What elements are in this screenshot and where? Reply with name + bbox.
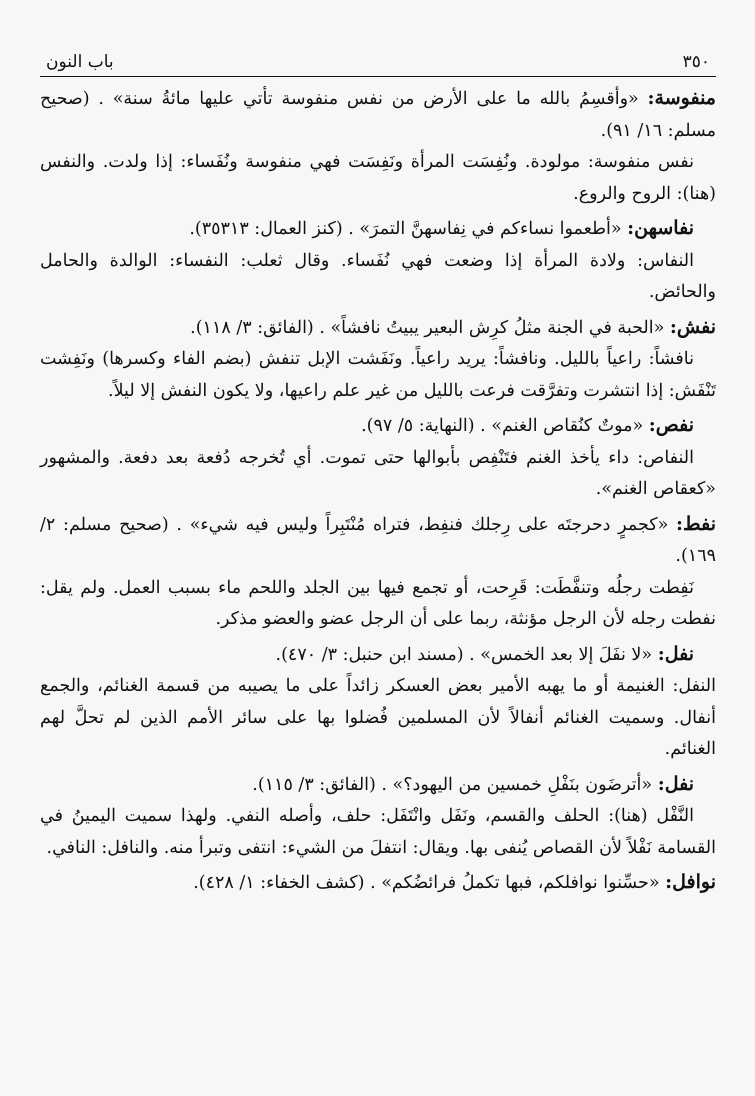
entry-hadith xyxy=(40,867,716,900)
entry-explanation: النفل: الغنيمة أو ما يهبه الأمير بعض العسكر زائداً على ما يصيبه من قسمة الغنائم، والجمع أنفال. وسميت الغنائم أنفالاً لأن المسلمين فُضلوا بها على سائر الأمم الذين لم تحلَّ لهم الغنائم. xyxy=(40,676,716,759)
entry-hadith-text: «وأقسِمُ بالله ما على الأرض من نفس منفوسة تأتي عليها مائةُ سنة» . (صحيح مسلم: ١٦/ ٩١). xyxy=(40,89,716,141)
entry-explanation: نفس منفوسة: مولودة. ونُفِسَت المرأة ونَفِسَت فهي منفوسة ونُفَساء: إذا ولدت. والنفس (هنا): الروح والروع. xyxy=(40,152,716,204)
entry-headword: نوافل: xyxy=(665,871,716,893)
entry-explanation: النفاص: داء يأخذ الغنم فتَنْفِص بأبوالها حتى تموت. أي تُخرجه دُفعة بعد دفعة. والمشهور «كعقاص الغنم». xyxy=(40,447,716,499)
page-number: ٣٥٠ xyxy=(682,52,710,72)
entry-explanation: نافشاً: راعياً بالليل. ونافشاً: يريد راعياً. ونَفَشت الإبل تنفش (بضم الفاء وكسرها) ونَفِشت تَنْفَش: إذا انتشرت وتفرَّقت فرعت بالليل من غير علم راعيها، ولا يكون النفش إلا ليلاً. xyxy=(40,349,716,401)
entry-hadith xyxy=(40,312,716,345)
header-rule xyxy=(40,76,716,77)
entry-hadith xyxy=(40,639,716,672)
entry-headword: نفط: xyxy=(676,512,716,535)
entry-hadith xyxy=(40,509,716,573)
entry-hadith-text: «لا نفَلَ إلا بعد الخمس» . (مسند ابن حنبل: ٣/ ٤٧٠). xyxy=(275,644,658,665)
entry-hadith-text: «أترضَون بنَفْلِ خمسين من اليهود؟» . (الفائق: ٣/ ١١٥). xyxy=(252,774,658,795)
entry-headword: نفل: xyxy=(657,642,694,665)
entry-headword: نفش: xyxy=(669,315,716,338)
entry-hadith xyxy=(40,769,716,802)
chapter-title: باب النون xyxy=(46,52,114,72)
entry-explanation: النفاس: ولادة المرأة إذا وضعت فهي نُفَساء. وقال ثعلب: النفساء: الوالدة والحامل والحائض. xyxy=(40,250,716,302)
page-header xyxy=(40,52,716,76)
entry-headword: نفل: xyxy=(657,772,694,795)
entry-hadith-text: «الحبة في الجنة مثلُ كرِش البعير يبيتُ نافشاً» . (الفائق: ٣/ ١١٨). xyxy=(190,317,670,338)
entry-hadith-text: «أطعموا نساءكم في نِفاسهنَّ التمرَ» . (كنز العمال: ٣٥٣١٣). xyxy=(189,219,628,239)
entry-hadith xyxy=(40,410,716,443)
book-page xyxy=(40,52,716,900)
entry-headword: نفاسهن: xyxy=(627,217,694,239)
entry-headword: نفص: xyxy=(648,414,694,436)
entry-hadith-text: «حسِّنوا نوافلكم، فبها تكملُ فرائضُكم» . (كشف الخفاء: ١/ ٤٢٨). xyxy=(193,873,666,893)
entry-hadith xyxy=(40,213,716,246)
entry-headword: منفوسة: xyxy=(647,87,716,109)
entry-hadith-text: «كجمرٍ دحرجتَه على رِجلك فنفِط، فتراه مُنْتَبِراً وليس فيه شيء» . (صحيح مسلم: ٢/ ١٦٩). xyxy=(40,514,716,566)
entry-hadith xyxy=(40,83,716,147)
entry-hadith-text: «موتٌ كنُقاص الغنم» . (النهاية: ٥/ ٩٧). xyxy=(361,416,649,436)
entry-explanation: نَفِطت رجلُه وتنفَّطَت: قَرِحت، أو تجمع فيها بين الجلد واللحم ماء بسبب العمل. ولم يقل: نفطت رجله لأن الرجل مؤنثة، ربما على أن الرجل عضو والعضو مذكر. xyxy=(40,577,716,629)
entry-explanation: النَّفْل (هنا): الحلف والقسم، ونَفَل وانْتَفَل: حلف، وأصله النفي. ولهذا سميت اليمينُ في القسامة نَفْلاً لأن القصاص يُنفى بها. ويقال: انتفلَ من الشيء: انتفى وتبرأ منه. والنافل: النافي. xyxy=(40,806,716,858)
